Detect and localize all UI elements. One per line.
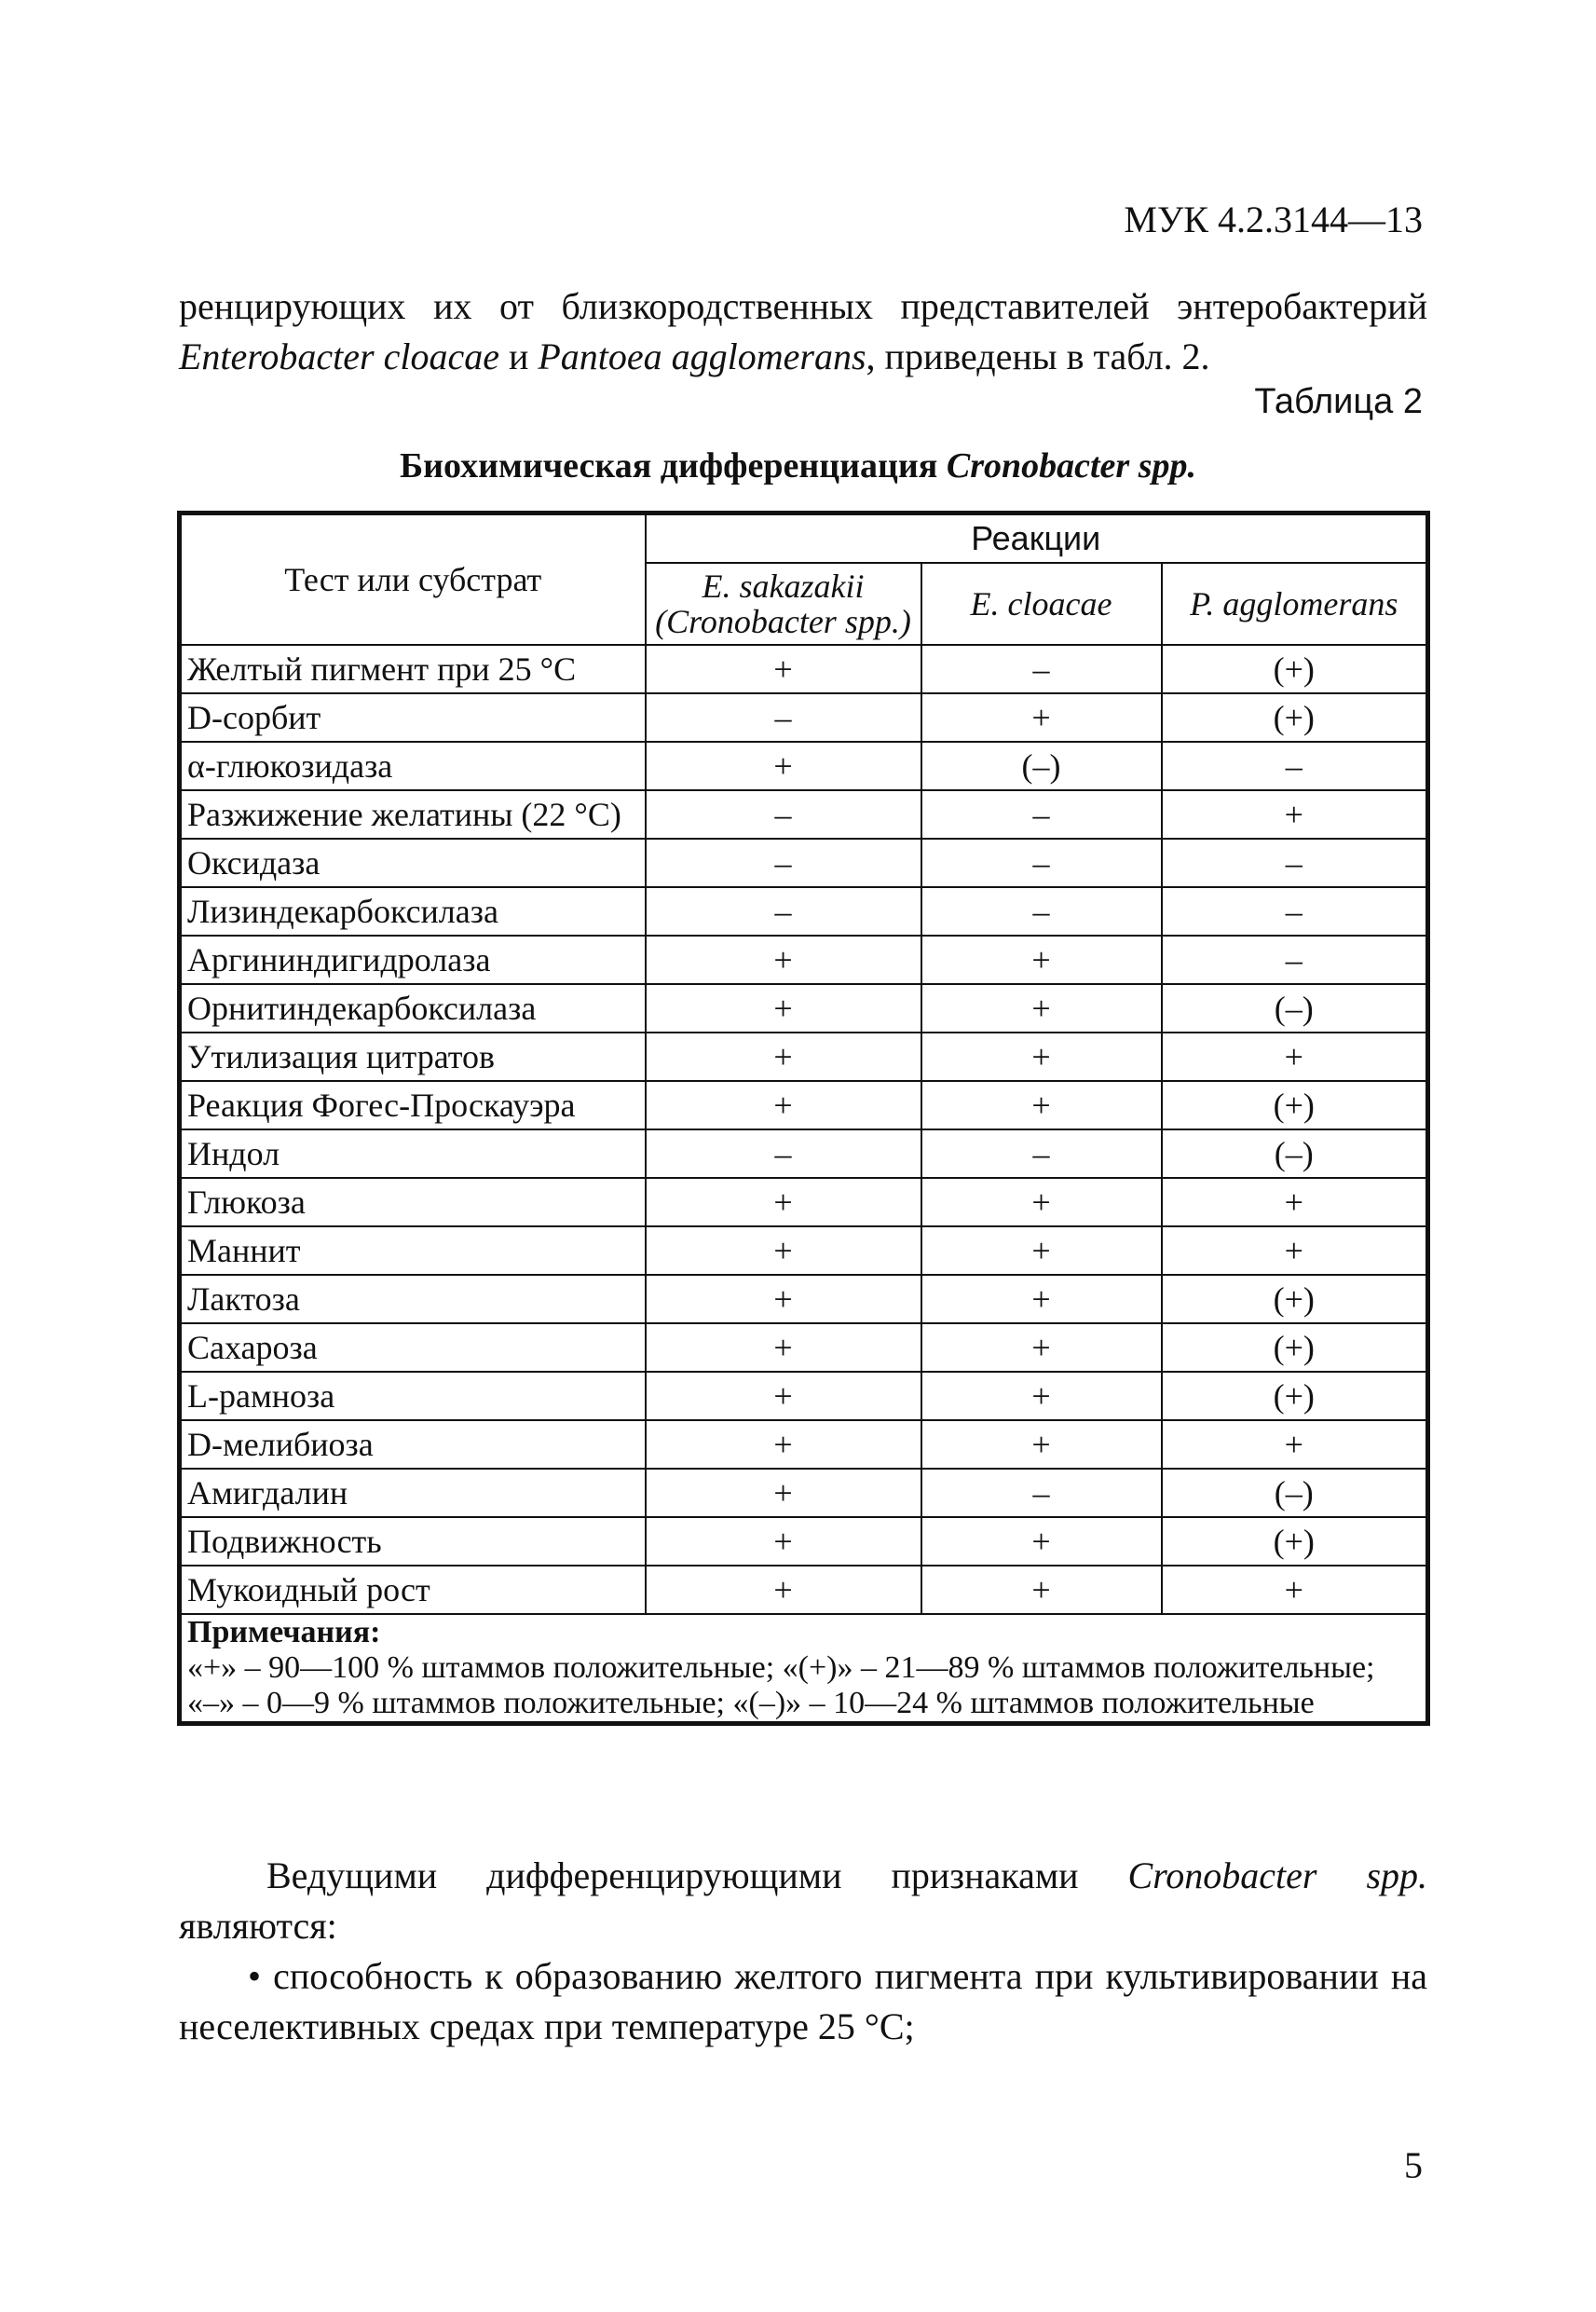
table-caption	[0, 445, 1596, 486]
e-sakazakii-cell: +	[646, 1517, 921, 1566]
table-row	[180, 936, 1428, 984]
e-cloacae-cell: +	[921, 1178, 1162, 1226]
test-name-cell: Глюкоза	[180, 1178, 646, 1226]
e-cloacae-cell: –	[921, 887, 1162, 936]
e-cloacae-cell: –	[921, 790, 1162, 839]
bullet-text: способность к образованию желтого пигмента при культивировании на неселективных средах при температуре 25 °С;	[179, 1955, 1427, 2047]
e-cloacae-cell: –	[921, 1129, 1162, 1178]
body-text: Ведущими дифференцирующими признаками	[266, 1854, 1128, 1896]
p-agglomerans-cell: –	[1162, 887, 1428, 936]
header-reactions: Реакции	[646, 513, 1428, 564]
table-row	[180, 790, 1428, 839]
table-row	[180, 1517, 1428, 1566]
p-agglomerans-cell: –	[1162, 742, 1428, 790]
e-cloacae-cell: (–)	[921, 742, 1162, 790]
e-sakazakii-cell: +	[646, 1420, 921, 1469]
header-e-sakazakii-line1: E. sakazakii	[702, 568, 865, 605]
page-number: 5	[1404, 2144, 1423, 2186]
table-row	[180, 1566, 1428, 1614]
test-name-cell: D-сорбит	[180, 693, 646, 742]
table-row	[180, 693, 1428, 742]
p-agglomerans-cell: +	[1162, 1033, 1428, 1081]
e-sakazakii-cell: –	[646, 887, 921, 936]
e-cloacae-cell: +	[921, 1420, 1162, 1469]
notes-title: Примечания:	[187, 1615, 381, 1649]
header-e-cloacae: E. cloacae	[921, 563, 1162, 645]
e-sakazakii-cell: +	[646, 1372, 921, 1420]
test-name-cell: Желтый пигмент при 25 °С	[180, 645, 646, 693]
e-sakazakii-cell: +	[646, 936, 921, 984]
table-row	[180, 1033, 1428, 1081]
e-cloacae-cell: –	[921, 1469, 1162, 1517]
p-agglomerans-cell: (–)	[1162, 1469, 1428, 1517]
test-name-cell: D-мелибиоза	[180, 1420, 646, 1469]
table-head	[180, 513, 1428, 646]
test-name-cell: Лактоза	[180, 1275, 646, 1323]
test-name-cell: Орнитиндекарбоксилаза	[180, 984, 646, 1033]
e-cloacae-cell: +	[921, 1226, 1162, 1275]
header-test-substrate: Тест или субстрат	[180, 513, 646, 646]
table-row	[180, 645, 1428, 693]
intro-paragraph	[179, 281, 1427, 382]
organism-name: Cronobacter spp.	[1127, 1854, 1428, 1896]
organism-name: Pantoea agglomerans	[538, 335, 866, 377]
p-agglomerans-cell: –	[1162, 839, 1428, 887]
e-sakazakii-cell: –	[646, 1129, 921, 1178]
e-cloacae-cell: +	[921, 936, 1162, 984]
intro-text: , приведены в табл. 2.	[866, 335, 1210, 377]
table-row	[180, 887, 1428, 936]
p-agglomerans-cell: (–)	[1162, 984, 1428, 1033]
header-e-sakazakii-line2: (Cronobacter spp.)	[655, 603, 911, 640]
body-paragraph	[179, 1851, 1427, 1951]
e-cloacae-cell: +	[921, 984, 1162, 1033]
table-label: Таблица 2	[1254, 382, 1423, 421]
table-row	[180, 1275, 1428, 1323]
test-name-cell: L-рамноза	[180, 1372, 646, 1420]
table-row	[180, 1178, 1428, 1226]
p-agglomerans-cell: +	[1162, 1226, 1428, 1275]
table-row	[180, 742, 1428, 790]
test-name-cell: Разжижение желатины (22 °С)	[180, 790, 646, 839]
header-e-sakazakii	[646, 563, 921, 645]
p-agglomerans-cell: –	[1162, 936, 1428, 984]
test-name-cell: α-глюкозидаза	[180, 742, 646, 790]
intro-text: ренцирующих их от близкородственных представителей энтеробактерий	[179, 285, 1427, 327]
bullet-paragraph	[179, 1951, 1427, 2052]
table-foot	[180, 1614, 1428, 1724]
test-name-cell: Маннит	[180, 1226, 646, 1275]
table-row	[180, 1323, 1428, 1372]
caption-organism: Cronobacter spp.	[946, 446, 1196, 486]
e-cloacae-cell: –	[921, 839, 1162, 887]
table-body	[180, 645, 1428, 1614]
p-agglomerans-cell: +	[1162, 1178, 1428, 1226]
test-name-cell: Мукоидный рост	[180, 1566, 646, 1614]
test-name-cell: Лизиндекарбоксилаза	[180, 887, 646, 936]
p-agglomerans-cell: (–)	[1162, 1129, 1428, 1178]
e-sakazakii-cell: +	[646, 645, 921, 693]
bullet-icon: •	[248, 1955, 262, 1997]
intro-text: и	[498, 335, 539, 377]
test-name-cell: Амигдалин	[180, 1469, 646, 1517]
e-sakazakii-cell: +	[646, 1323, 921, 1372]
e-sakazakii-cell: –	[646, 790, 921, 839]
e-sakazakii-cell: +	[646, 1469, 921, 1517]
caption-text: Биохимическая дифференциация	[400, 446, 947, 486]
test-name-cell: Сахароза	[180, 1323, 646, 1372]
header-p-agglomerans: P. agglomerans	[1162, 563, 1428, 645]
e-cloacae-cell: +	[921, 693, 1162, 742]
e-sakazakii-cell: +	[646, 1275, 921, 1323]
p-agglomerans-cell: (+)	[1162, 1323, 1428, 1372]
table-row	[180, 1129, 1428, 1178]
e-cloacae-cell: –	[921, 645, 1162, 693]
p-agglomerans-cell: +	[1162, 1420, 1428, 1469]
test-name-cell: Оксидаза	[180, 839, 646, 887]
notes-row	[180, 1614, 1428, 1724]
p-agglomerans-cell: (+)	[1162, 1517, 1428, 1566]
notes-line: «+» – 90—100 % штаммов положительные; «(+)» – 21—89 % штаммов положительные;	[187, 1650, 1375, 1685]
test-name-cell: Утилизация цитратов	[180, 1033, 646, 1081]
e-sakazakii-cell: +	[646, 1566, 921, 1614]
p-agglomerans-cell: (+)	[1162, 693, 1428, 742]
notes-cell	[180, 1614, 1428, 1724]
p-agglomerans-cell: (+)	[1162, 1275, 1428, 1323]
e-cloacae-cell: +	[921, 1323, 1162, 1372]
document-code: МУК 4.2.3144—13	[1124, 198, 1423, 240]
body-text: являются:	[179, 1905, 337, 1947]
e-sakazakii-cell: +	[646, 984, 921, 1033]
e-sakazakii-cell: +	[646, 742, 921, 790]
e-sakazakii-cell: +	[646, 1081, 921, 1129]
e-cloacae-cell: +	[921, 1081, 1162, 1129]
p-agglomerans-cell: (+)	[1162, 1372, 1428, 1420]
e-sakazakii-cell: +	[646, 1226, 921, 1275]
test-name-cell: Аргининдигидролаза	[180, 936, 646, 984]
p-agglomerans-cell: +	[1162, 1566, 1428, 1614]
p-agglomerans-cell: (+)	[1162, 645, 1428, 693]
table-row	[180, 1420, 1428, 1469]
e-cloacae-cell: +	[921, 1275, 1162, 1323]
test-name-cell: Индол	[180, 1129, 646, 1178]
e-sakazakii-cell: –	[646, 693, 921, 742]
e-cloacae-cell: +	[921, 1517, 1162, 1566]
p-agglomerans-cell: (+)	[1162, 1081, 1428, 1129]
e-sakazakii-cell: +	[646, 1178, 921, 1226]
e-cloacae-cell: +	[921, 1566, 1162, 1614]
e-sakazakii-cell: +	[646, 1033, 921, 1081]
test-name-cell: Реакция Фогес-Проскауэра	[180, 1081, 646, 1129]
table-header-row	[180, 513, 1428, 564]
table-row	[180, 1469, 1428, 1517]
e-sakazakii-cell: –	[646, 839, 921, 887]
notes-line: «–» – 0—9 % штаммов положительные; «(–)» – 10—24 % штаммов положительные	[187, 1686, 1315, 1720]
test-name-cell: Подвижность	[180, 1517, 646, 1566]
biochemical-table	[177, 511, 1430, 1726]
e-cloacae-cell: +	[921, 1372, 1162, 1420]
organism-name: Enterobacter cloacae	[179, 335, 499, 377]
table-row	[180, 1081, 1428, 1129]
e-cloacae-cell: +	[921, 1033, 1162, 1081]
p-agglomerans-cell: +	[1162, 790, 1428, 839]
table-row	[180, 1372, 1428, 1420]
table-row	[180, 839, 1428, 887]
table-row	[180, 1226, 1428, 1275]
table-row	[180, 984, 1428, 1033]
